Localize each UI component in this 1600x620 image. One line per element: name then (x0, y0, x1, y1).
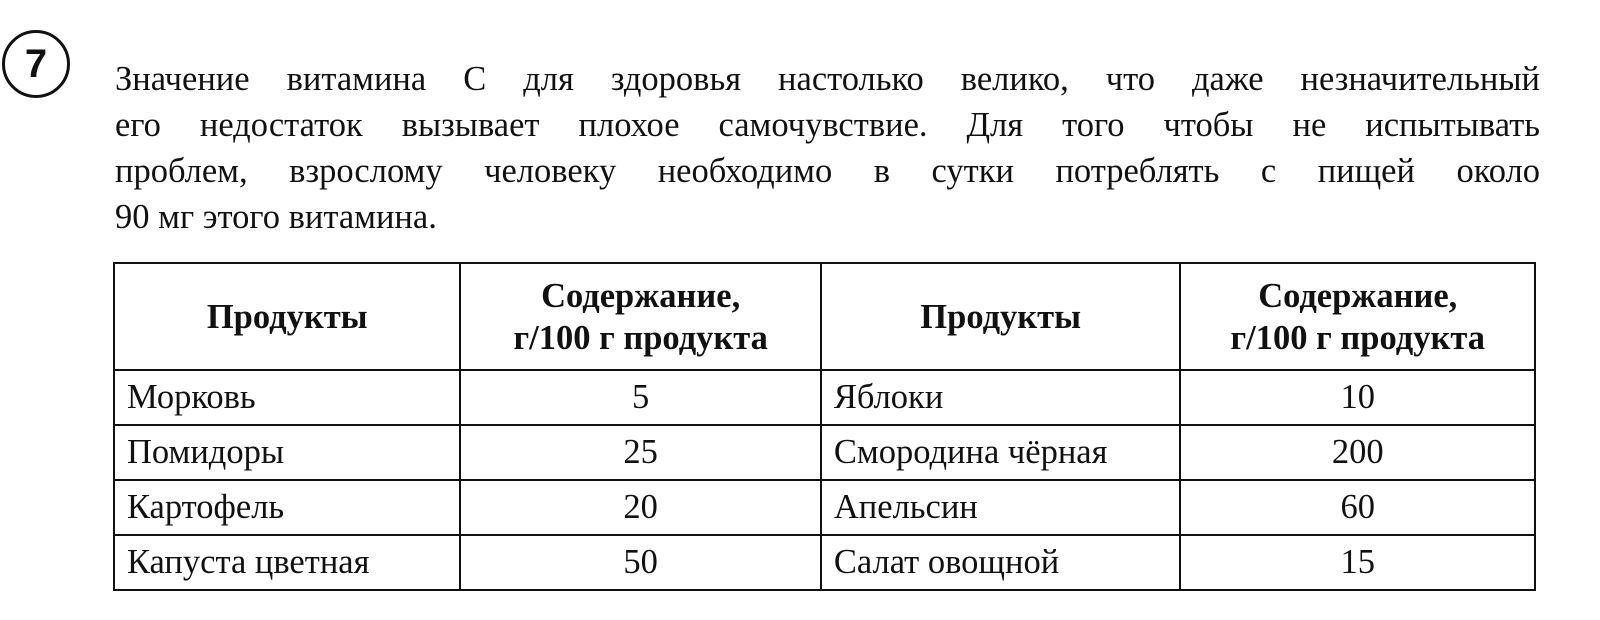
header-products-label: Продукты (920, 297, 1082, 336)
task-statement-line: его недостаток вызывает плохое самочувствие. Для того чтобы не испытывать (115, 106, 1540, 144)
product-cell: Капуста цветная (114, 535, 460, 590)
table-row (114, 480, 1535, 535)
content-cell: 5 (460, 370, 820, 425)
task-statement-line: 90 мг этого витамина. (115, 198, 437, 236)
task-number: 7 (24, 42, 48, 86)
header-products-right (821, 263, 1181, 370)
product-cell: Помидоры (114, 425, 460, 480)
table-row (114, 425, 1535, 480)
header-content-right (1180, 263, 1535, 370)
task-statement-line: Значение витамина С для здоровья настолько велико, что даже незначительный (115, 60, 1540, 98)
product-cell: Салат овощной (821, 535, 1181, 590)
content-cell: 20 (460, 480, 820, 535)
product-cell: Картофель (114, 480, 460, 535)
header-content-line2: г/100 г продукта (1230, 318, 1485, 357)
task-number-badge (2, 30, 70, 98)
table-header-row (114, 263, 1535, 370)
content-cell: 15 (1180, 535, 1535, 590)
product-cell: Смородина чёрная (821, 425, 1181, 480)
task-statement-line: проблем, взрослому человеку необходимо в сутки потреблять с пищей около (115, 152, 1540, 190)
header-products-label: Продукты (206, 297, 368, 336)
content-cell: 10 (1180, 370, 1535, 425)
content-cell: 200 (1180, 425, 1535, 480)
table-row (114, 370, 1535, 425)
vitamin-c-content-table (113, 262, 1536, 591)
content-cell: 50 (460, 535, 820, 590)
product-cell: Яблоки (821, 370, 1181, 425)
header-content-line1: Содержание, (1258, 276, 1458, 315)
header-content-left (460, 263, 820, 370)
header-content-line2: г/100 г продукта (513, 318, 768, 357)
table-row (114, 535, 1535, 590)
content-cell: 25 (460, 425, 820, 480)
header-products-left (114, 263, 460, 370)
content-cell: 60 (1180, 480, 1535, 535)
product-cell: Апельсин (821, 480, 1181, 535)
header-content-line1: Содержание, (541, 276, 741, 315)
task-statement (115, 56, 1540, 240)
product-cell: Морковь (114, 370, 460, 425)
